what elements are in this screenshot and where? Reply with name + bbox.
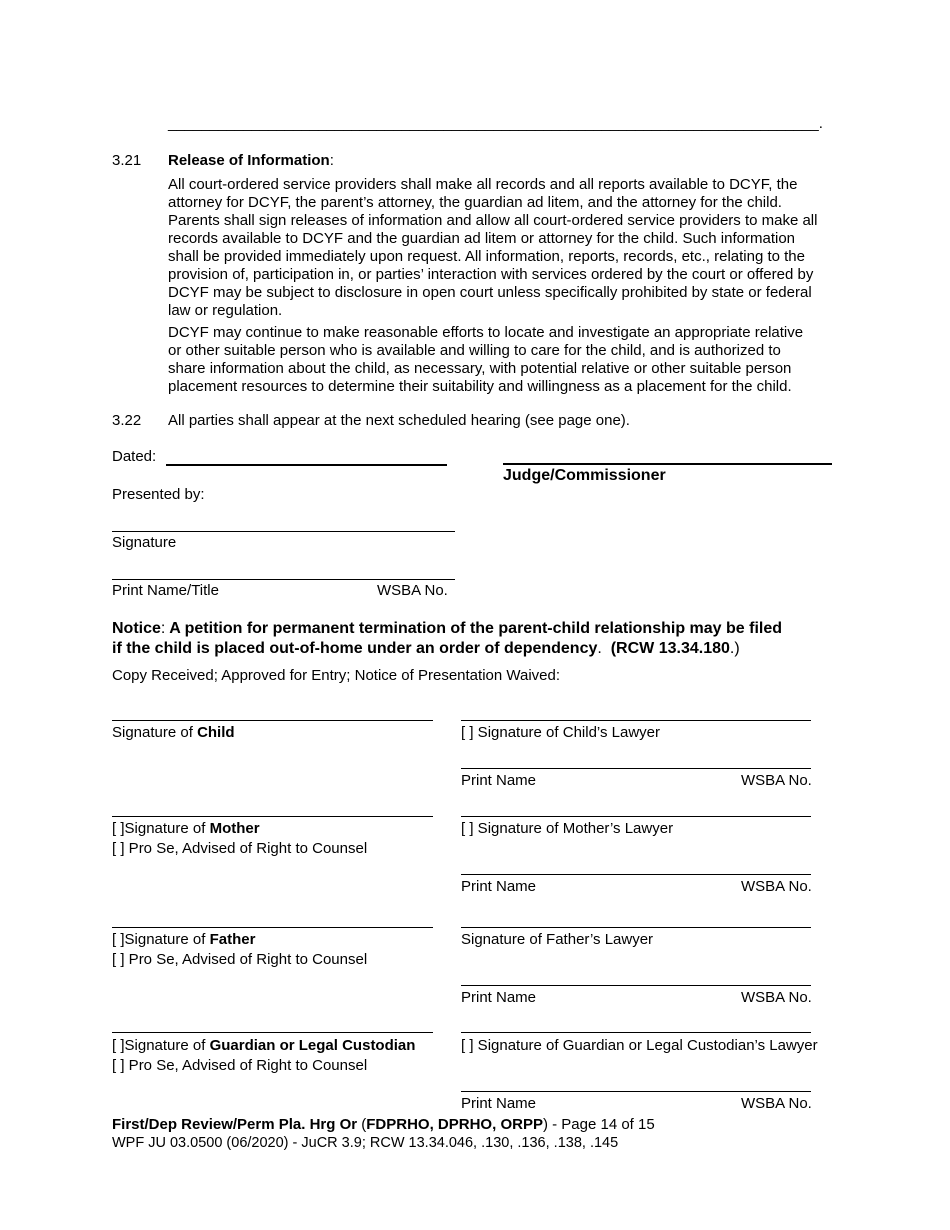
heading-text: Release of Information: [168, 152, 330, 169]
notice-period: .: [597, 640, 611, 657]
checkbox[interactable]: [ ]: [112, 820, 125, 837]
top-blank-line: ______________________________________________________________________________.: [168, 115, 823, 132]
dated-line[interactable]: [166, 464, 447, 466]
footer-form-title: First/Dep Review/Perm Pla. Hrg Or: [112, 1116, 358, 1133]
guardian-signature-label: [112, 1037, 415, 1055]
section-number-3-21: 3.21: [112, 152, 142, 169]
pro-se-text: Pro Se, Advised of Right to Counsel: [124, 840, 368, 857]
party-name: Father: [209, 931, 256, 948]
sig-of-text: Signature of: [124, 931, 210, 948]
print-name-title-label: Print Name/Title: [112, 582, 219, 599]
print-name-label: Print Name: [461, 989, 537, 1006]
section-number-3-22: 3.22: [112, 412, 142, 429]
release-paragraph-1: [168, 176, 840, 320]
childs-lawyer-print-line[interactable]: [461, 768, 811, 769]
text-line: shall be provided immediately upon request. All information, reports, records, etc., relating to the: [168, 248, 805, 265]
mother-signature-line[interactable]: [112, 816, 433, 817]
childs-lawyer-signature-line[interactable]: [461, 720, 811, 721]
sig-of-text: Signature of: [112, 724, 198, 741]
text-line: DCYF may continue to make reasonable efforts to locate and investigate an appropriate relative: [168, 324, 804, 341]
wsba-label: WSBA No.: [741, 1095, 812, 1112]
copy-received-text: Copy Received; Approved for Entry; Notice of Presentation Waived:: [112, 667, 561, 684]
checkbox[interactable]: [ ]: [112, 931, 125, 948]
father-pro-se: [112, 951, 367, 969]
section-heading-3-21: [168, 152, 334, 170]
fathers-lawyer-print-line[interactable]: [461, 985, 811, 986]
dated-label: Dated:: [112, 448, 157, 465]
party-name: Mother: [209, 820, 260, 837]
label-text: Signature of Guardian or Legal Custodian’s Lawyer: [473, 1037, 818, 1054]
mothers-lawyer-signature-line[interactable]: [461, 816, 811, 817]
mothers-lawyer-label: [461, 820, 673, 838]
judge-commissioner-label: Judge/Commissioner: [503, 467, 666, 484]
print-name-label: Print Name: [461, 878, 537, 895]
text-line: attorney for DCYF, the parent’s attorney, the guardian ad litem, and the attorney for the child.: [168, 194, 782, 211]
party-name: Guardian or Legal Custodian: [209, 1037, 416, 1054]
father-signature-label: [112, 931, 255, 949]
presented-by-label: Presented by:: [112, 486, 205, 503]
judge-signature-line[interactable]: [503, 463, 832, 465]
text-line: Parents shall sign releases of information and allow all court-ordered service providers to make all: [168, 212, 818, 229]
fathers-lawyer-label: Signature of Father’s Lawyer: [461, 931, 654, 948]
checkbox[interactable]: [ ]: [112, 840, 125, 857]
text-line: law or regulation.: [168, 302, 283, 319]
print-name-label: Print Name: [461, 1095, 537, 1112]
checkbox[interactable]: [ ]: [461, 820, 474, 837]
footer-page: ) - Page 14 of 15: [542, 1116, 655, 1133]
footer-line-2: WPF JU 03.0500 (06/2020) - JuCR 3.9; RCW 13.34.046, .130, .136, .138, .145: [112, 1135, 619, 1151]
wsba-label: WSBA No.: [377, 582, 448, 599]
guardians-lawyer-signature-line[interactable]: [461, 1032, 811, 1033]
father-signature-line[interactable]: [112, 927, 433, 928]
notice-label: Notice: [112, 620, 161, 637]
notice-line-1: [112, 619, 852, 639]
notice-close: .): [729, 640, 740, 657]
sig-of-text: Signature of: [124, 1037, 210, 1054]
sig-of-text: Signature of: [124, 820, 210, 837]
mother-signature-label: [112, 820, 260, 838]
signature-label: Signature: [112, 534, 177, 551]
text-line: share information about the child, as necessary, with potential relative or other suitable person: [168, 360, 792, 377]
checkbox[interactable]: [ ]: [461, 724, 474, 741]
label-text: Signature of Mother’s Lawyer: [473, 820, 674, 837]
notice-text-2: if the child is placed out-of-home under an order of dependency: [112, 640, 598, 657]
guardians-lawyer-label: [461, 1037, 818, 1055]
text-line: or other suitable person who is available and willing to care for the child, and is authorized to: [168, 342, 781, 359]
child-signature-line[interactable]: [112, 720, 433, 721]
notice-text-1: A petition for permanent termination of the parent-child relationship may be filed: [165, 620, 783, 637]
pro-se-text: Pro Se, Advised of Right to Counsel: [124, 1057, 368, 1074]
party-name: Child: [197, 724, 235, 741]
text-line: All court-ordered service providers shall make all records and all reports available to DCYF, the: [168, 176, 798, 193]
notice-block: [112, 619, 852, 659]
text-line: DCYF may be subject to disclosure in open court unless specifically prohibited by state or federal: [168, 284, 812, 301]
childs-lawyer-label: [461, 724, 660, 742]
heading-colon: :: [329, 152, 334, 169]
label-text: Signature of Child’s Lawyer: [473, 724, 661, 741]
footer-paren-open: (: [357, 1116, 367, 1133]
notice-rcw: (RCW 13.34.180: [610, 640, 730, 657]
wsba-label: WSBA No.: [741, 989, 812, 1006]
checkbox[interactable]: [ ]: [112, 1057, 125, 1074]
presenter-signature-line[interactable]: [112, 531, 455, 532]
text-line: provision of, participation in, or parties’ interaction with services ordered by the court or offered by: [168, 266, 814, 283]
mothers-lawyer-print-line[interactable]: [461, 874, 811, 875]
checkbox[interactable]: [ ]: [112, 1037, 125, 1054]
wsba-label: WSBA No.: [741, 772, 812, 789]
checkbox[interactable]: [ ]: [112, 951, 125, 968]
section-text-3-22: All parties shall appear at the next scheduled hearing (see page one).: [168, 412, 630, 429]
footer-form-codes: FDPRHO, DPRHO, ORPP: [366, 1116, 543, 1133]
guardians-lawyer-print-line[interactable]: [461, 1091, 811, 1092]
footer-line-1: [112, 1116, 655, 1134]
release-paragraph-2: [168, 324, 840, 396]
text-line: placement resources to determine their suitability and willingness as a placement for the child.: [168, 378, 792, 395]
guardian-pro-se: [112, 1057, 367, 1075]
guardian-signature-line[interactable]: [112, 1032, 433, 1033]
child-signature-label: [112, 724, 235, 742]
print-name-label: Print Name: [461, 772, 537, 789]
text-line: records available to DCYF and the guardian ad litem or attorney for the child. Such information: [168, 230, 795, 247]
wsba-label: WSBA No.: [741, 878, 812, 895]
pro-se-text: Pro Se, Advised of Right to Counsel: [124, 951, 368, 968]
notice-colon: :: [160, 620, 166, 637]
print-name-title-line[interactable]: [112, 579, 455, 580]
notice-line-2: [112, 639, 852, 659]
fathers-lawyer-signature-line[interactable]: [461, 927, 811, 928]
checkbox[interactable]: [ ]: [461, 1037, 474, 1054]
mother-pro-se: [112, 840, 367, 858]
